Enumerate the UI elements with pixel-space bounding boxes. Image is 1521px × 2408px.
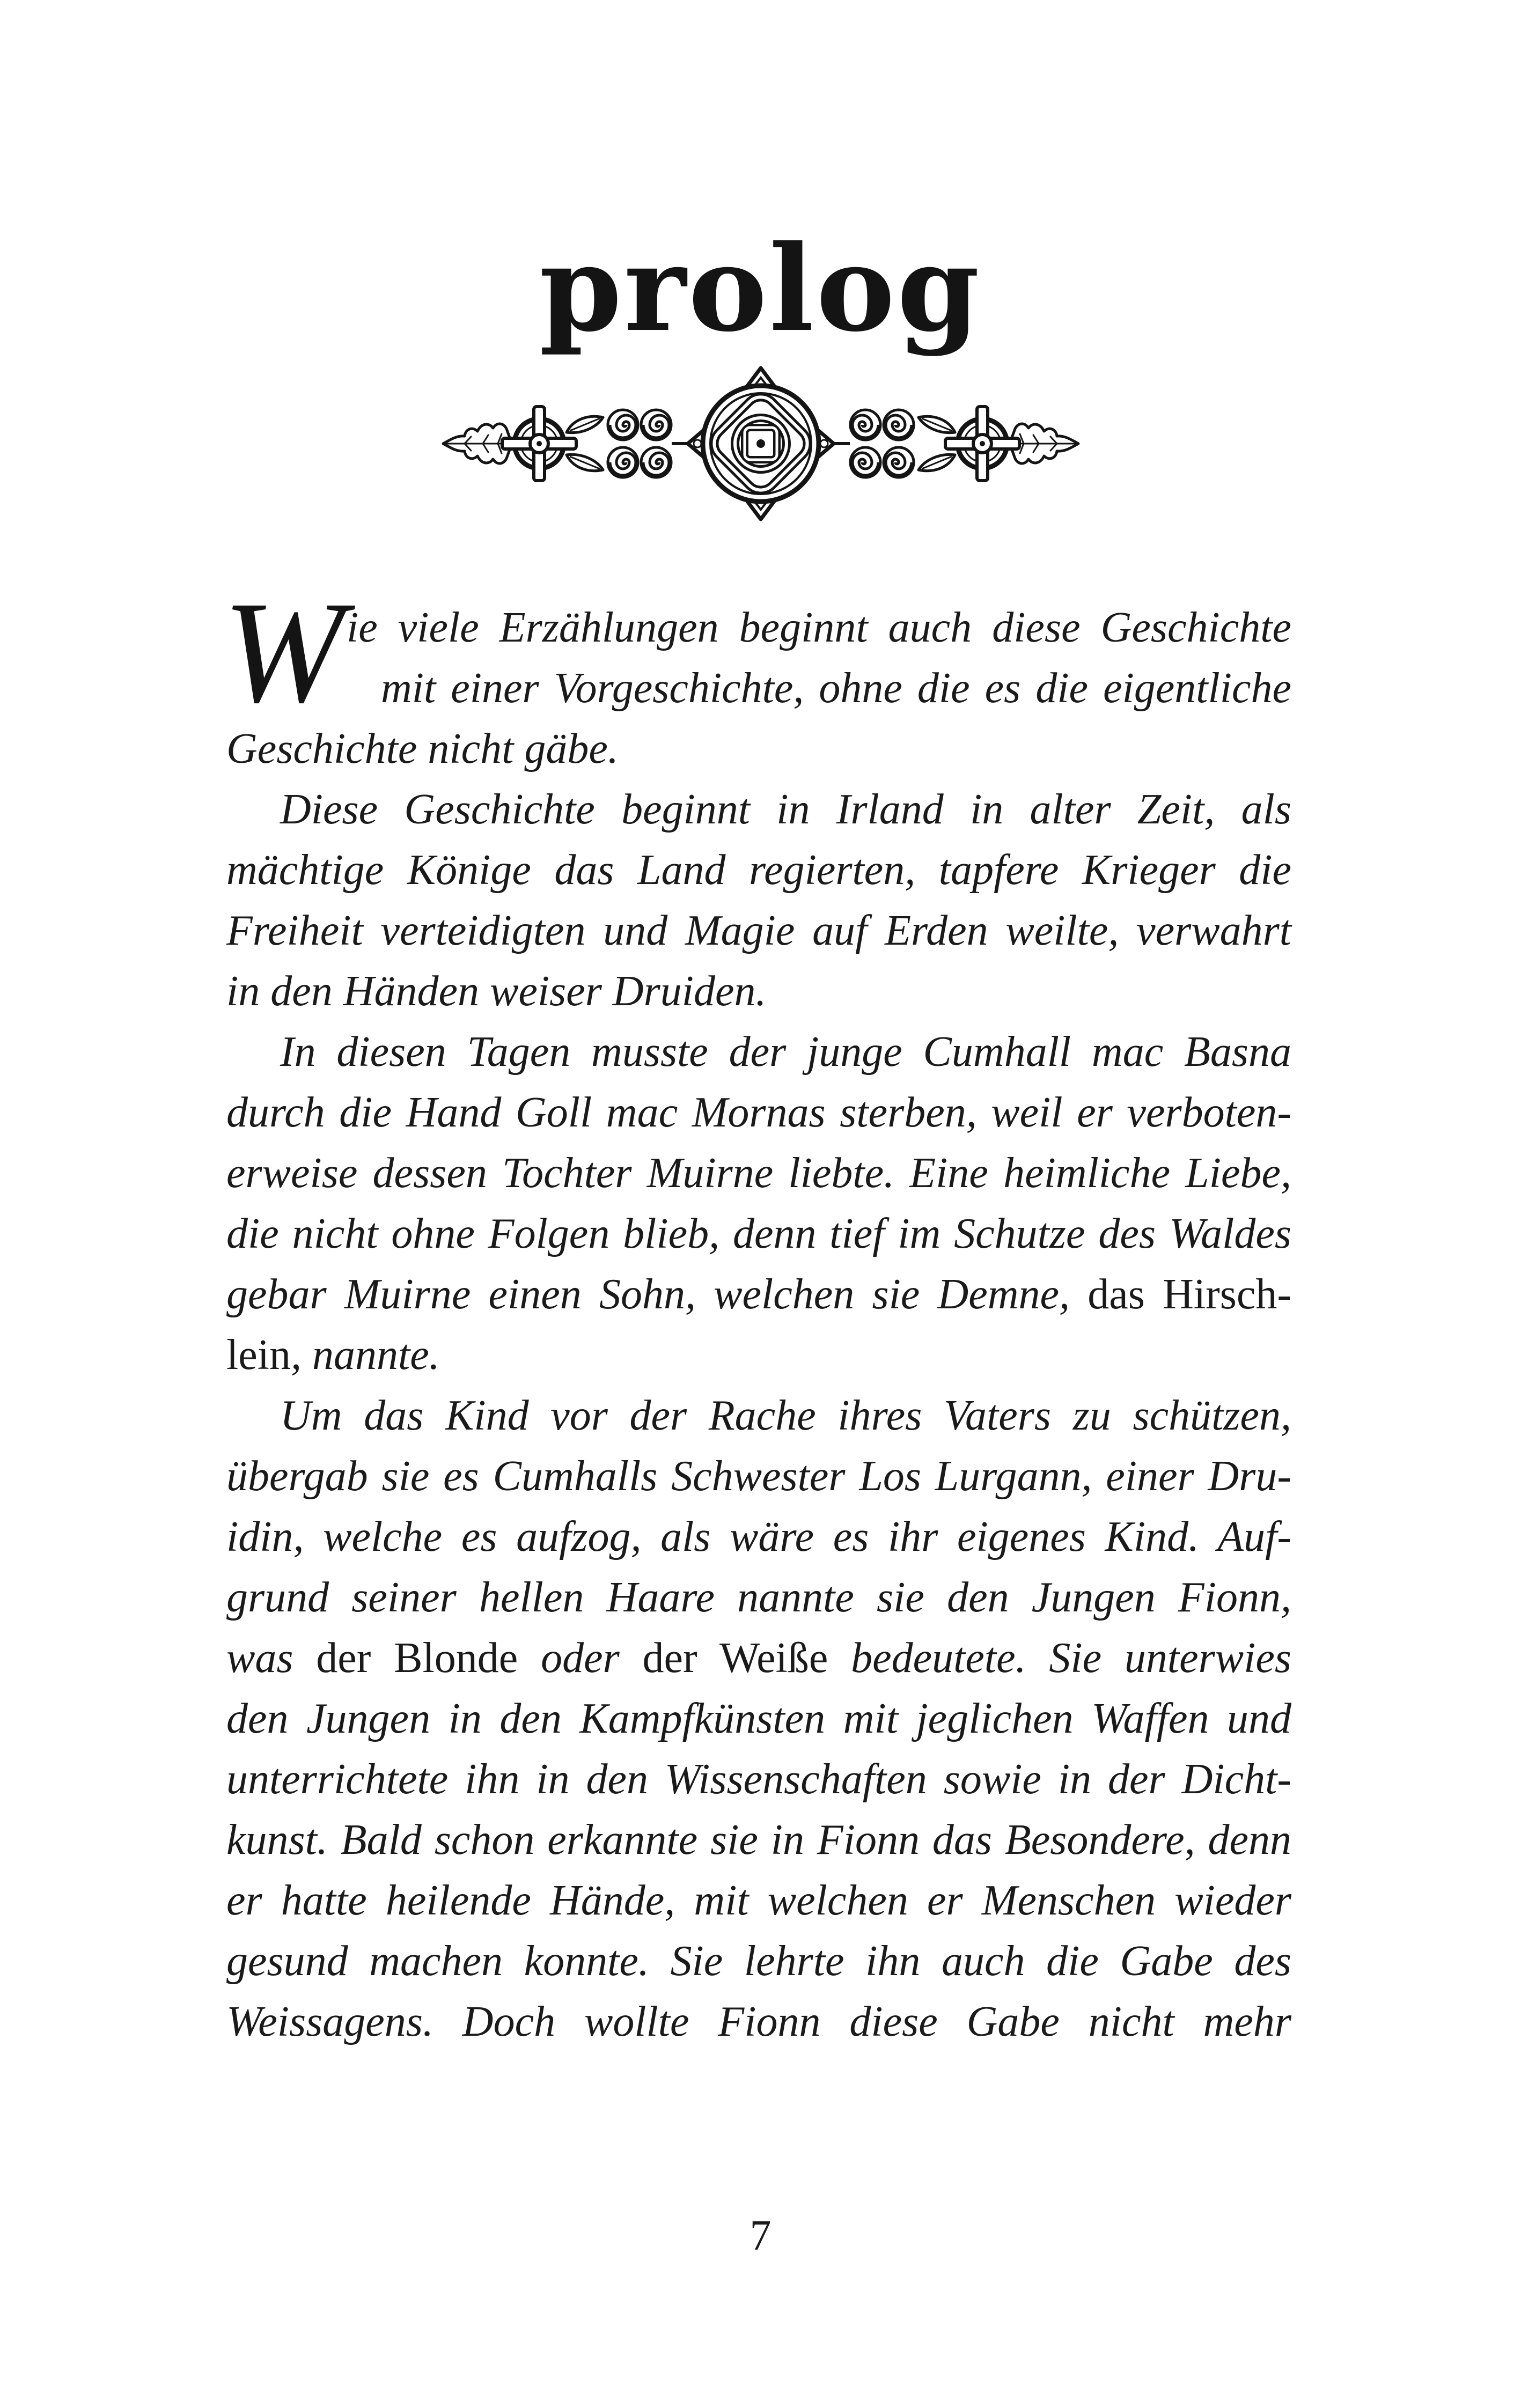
text-line [226,658,1291,719]
text-line [226,1810,1291,1871]
celtic-ornament [440,366,1082,521]
text-run: Um das Kind vor der Rache ihres Vaters zu schützen, [280,1392,1291,1439]
text-line [226,1325,1291,1386]
text-line [226,1264,1291,1325]
paragraph [226,779,1291,1022]
text-run: mit einer Vorgeschichte, ohne die es die eigentliche [381,665,1291,712]
text-run: oder [518,1634,643,1682]
text-run: er hatte heilende Hände, mit welchen er Menschen wieder [226,1877,1291,1924]
text-line [226,840,1291,901]
text-run: übergab sie es Cumhalls Schwester Los Lurgann, einer Dru- [226,1453,1291,1500]
paragraph [226,1386,1291,2052]
text-line [226,1567,1291,1628]
ornament-left-half [443,407,706,481]
text-line [226,1204,1291,1264]
text-line [226,901,1291,961]
text-run: idin, welche es aufzog, als wäre es ihr eigenes Kind. Auf- [226,1513,1291,1560]
upright-phrase: lein [226,1331,291,1379]
text-run: die nicht ohne Folgen blieb, denn tief im Schutze des Waldes [226,1210,1291,1257]
text-run: gesund machen konnte. Sie lehrte ihn auch die Gabe des [226,1938,1291,1985]
text-run: erweise dessen Tochter Muirne liebte. Eine heimliche Liebe, [226,1150,1291,1197]
text-run: gebar Muirne einen Sohn, welchen sie Demne, [226,1271,1070,1318]
center-knot-medallion [703,368,819,519]
text-line [226,1871,1291,1931]
text-line [226,719,1291,779]
text-run: Weissagens. Doch wollte Fionn diese Gabe nicht mehr [226,1998,1291,2045]
text-line [226,1992,1291,2052]
text-line [226,598,1291,658]
page-number: 7 [750,2212,771,2259]
text-run: durch die Hand Goll mac Mornas sterben, weil er verboten- [226,1089,1291,1136]
text-line [226,1083,1291,1143]
text-run: mächtige Könige das Land regierten, tapfere Krieger die [226,846,1291,894]
text-line [226,961,1291,1022]
text-run: was [226,1634,317,1682]
text-run: Freiheit verteidigten und Magie auf Erden weilte, verwahrt [226,907,1291,954]
paragraph [226,598,1291,779]
drop-cap: W [223,571,344,733]
text-run: in den Händen weiser Druiden. [226,968,767,1015]
text-line [226,1143,1291,1204]
chapter-title: prolog [539,219,982,358]
text-run: Geschichte nicht gäbe. [226,725,619,772]
text-run: den Jungen in den Kampfkünsten mit jeglichen Waffen und [226,1695,1291,1742]
paragraph [226,1022,1291,1386]
ornament-right-half [815,407,1078,481]
text-line [226,1386,1291,1446]
text-line [226,1022,1291,1083]
text-line [226,1931,1291,1992]
text-run: In diesen Tagen musste der junge Cumhall mac Basna [280,1028,1291,1076]
upright-phrase: der Weiße [642,1634,828,1682]
text-line [226,1628,1291,1689]
upright-phrase: das Hirsch- [1070,1271,1291,1318]
text-run: grund seiner hellen Haare nannte sie den Jungen Fionn, [226,1574,1291,1621]
body-text [226,598,1291,2052]
text-line [226,1507,1291,1567]
text-line [226,779,1291,840]
text-line [226,1749,1291,1810]
text-run: bedeutete. Sie unterwies [828,1634,1291,1682]
text-run: unterrichtete ihn in den Wissenschaften sowie in der Dicht- [226,1756,1291,1803]
text-run: Diese Geschichte beginnt in Irland in alter Zeit, als [280,786,1291,833]
text-run: kunst. Bald schon erkannte sie in Fionn das Besondere, denn [226,1816,1291,1864]
text-run: , nannte. [290,1331,440,1379]
upright-phrase: der Blonde [316,1634,518,1682]
text-run: ie viele Erzählungen beginnt auch diese Geschichte [347,604,1291,651]
text-line [226,1689,1291,1749]
text-line [226,1446,1291,1507]
